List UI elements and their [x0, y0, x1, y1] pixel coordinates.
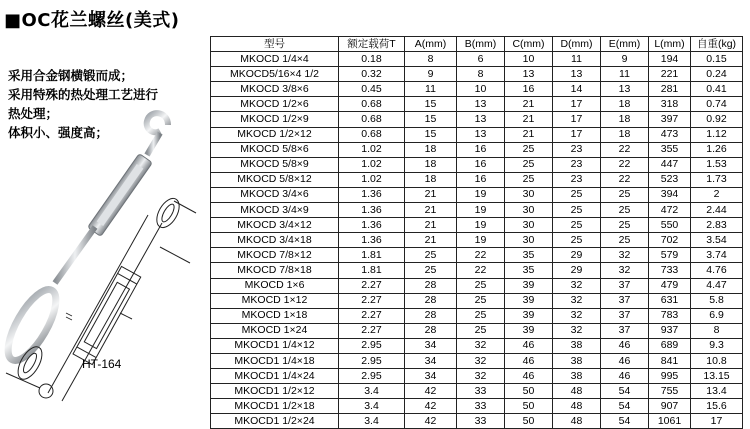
cell-b: 19: [457, 203, 505, 218]
cell-e: 25: [601, 187, 649, 202]
cell-d: 25: [553, 218, 601, 233]
cell-model: MKOCD 1/4×4: [211, 52, 339, 67]
cell-d: 32: [553, 293, 601, 308]
cell-d: 23: [553, 157, 601, 172]
cell-l: 355: [649, 142, 691, 157]
table-row: [211, 353, 743, 368]
cell-e: 11: [601, 67, 649, 82]
cell-d: 25: [553, 203, 601, 218]
cell-a: 8: [405, 52, 457, 67]
model-label: HT-164: [82, 357, 122, 371]
cell-d: 38: [553, 369, 601, 384]
cell-model: MKOCD 1×24: [211, 323, 339, 338]
cell-b: 6: [457, 52, 505, 67]
cell-l: 479: [649, 278, 691, 293]
cell-model: MKOCD 1×18: [211, 308, 339, 323]
table-row: [211, 369, 743, 384]
cell-b: 25: [457, 293, 505, 308]
cell-a: 15: [405, 97, 457, 112]
cell-b: 16: [457, 157, 505, 172]
cell-b: 13: [457, 112, 505, 127]
cell-weight: 0.92: [691, 112, 743, 127]
cell-e: 54: [601, 384, 649, 399]
cell-l: 194: [649, 52, 691, 67]
cell-d: 32: [553, 278, 601, 293]
cell-b: 32: [457, 353, 505, 368]
cell-c: 50: [505, 384, 553, 399]
cell-a: 42: [405, 399, 457, 414]
cell-b: 19: [457, 233, 505, 248]
table-row: [211, 308, 743, 323]
cell-weight: 1.26: [691, 142, 743, 157]
cell-e: 46: [601, 338, 649, 353]
cell-c: 13: [505, 67, 553, 82]
cell-c: 39: [505, 323, 553, 338]
cell-rated-load: 1.36: [339, 203, 405, 218]
cell-c: 46: [505, 369, 553, 384]
cell-d: 14: [553, 82, 601, 97]
header-d: D(mm): [553, 37, 601, 52]
cell-e: 37: [601, 278, 649, 293]
cell-b: 32: [457, 369, 505, 384]
cell-a: 9: [405, 67, 457, 82]
table-row: [211, 248, 743, 263]
cell-model: MKOCD 3/4×12: [211, 218, 339, 233]
cell-weight: 10.8: [691, 353, 743, 368]
cell-rated-load: 1.02: [339, 172, 405, 187]
table-row: [211, 263, 743, 278]
feature-item: 采用合金钢横锻而成；: [8, 68, 134, 83]
cell-e: 22: [601, 172, 649, 187]
cell-b: 25: [457, 278, 505, 293]
cell-b: 33: [457, 399, 505, 414]
cell-c: 46: [505, 353, 553, 368]
cell-rated-load: 3.4: [339, 399, 405, 414]
cell-c: 35: [505, 248, 553, 263]
cell-c: 25: [505, 142, 553, 157]
cell-e: 22: [601, 142, 649, 157]
cell-c: 30: [505, 218, 553, 233]
cell-l: 755: [649, 384, 691, 399]
cell-rated-load: 0.68: [339, 112, 405, 127]
cell-l: 447: [649, 157, 691, 172]
cell-weight: 3.74: [691, 248, 743, 263]
cell-c: 35: [505, 263, 553, 278]
cell-d: 48: [553, 384, 601, 399]
cell-model: MKOCD1 1/2×12: [211, 384, 339, 399]
cell-d: 23: [553, 172, 601, 187]
cell-e: 25: [601, 233, 649, 248]
table-row: [211, 97, 743, 112]
table-row: [211, 157, 743, 172]
cell-rated-load: 2.27: [339, 278, 405, 293]
cell-model: MKOCD 1×6: [211, 278, 339, 293]
cell-l: 550: [649, 218, 691, 233]
table-row: [211, 414, 743, 429]
cell-c: 21: [505, 127, 553, 142]
cell-l: 702: [649, 233, 691, 248]
cell-rated-load: 1.02: [339, 142, 405, 157]
cell-rated-load: 3.4: [339, 384, 405, 399]
table-row: [211, 187, 743, 202]
cell-c: 46: [505, 338, 553, 353]
cell-e: 46: [601, 369, 649, 384]
cell-l: 631: [649, 293, 691, 308]
cell-weight: 13.15: [691, 369, 743, 384]
header-model: 型号: [211, 37, 339, 52]
cell-e: 37: [601, 308, 649, 323]
cell-a: 42: [405, 414, 457, 429]
cell-b: 16: [457, 172, 505, 187]
table-row: [211, 203, 743, 218]
cell-rated-load: 3.4: [339, 414, 405, 429]
cell-b: 10: [457, 82, 505, 97]
cell-model: MKOCD 3/4×6: [211, 187, 339, 202]
cell-model: MKOCD 5/8×9: [211, 157, 339, 172]
cell-a: 18: [405, 142, 457, 157]
cell-e: 18: [601, 112, 649, 127]
cell-b: 19: [457, 187, 505, 202]
table-row: [211, 127, 743, 142]
cell-d: 23: [553, 142, 601, 157]
table-header-row: [211, 37, 743, 52]
cell-weight: 2: [691, 187, 743, 202]
cell-d: 32: [553, 308, 601, 323]
cell-e: 37: [601, 323, 649, 338]
cell-d: 25: [553, 187, 601, 202]
cell-c: 39: [505, 278, 553, 293]
cell-a: 15: [405, 127, 457, 142]
cell-a: 42: [405, 384, 457, 399]
cell-rated-load: 1.81: [339, 263, 405, 278]
cell-weight: 0.41: [691, 82, 743, 97]
cell-d: 38: [553, 338, 601, 353]
cell-b: 13: [457, 97, 505, 112]
cell-weight: 15.6: [691, 399, 743, 414]
cell-d: 17: [553, 127, 601, 142]
cell-b: 8: [457, 67, 505, 82]
table-row: [211, 142, 743, 157]
table-row: [211, 399, 743, 414]
cell-e: 25: [601, 218, 649, 233]
cell-c: 10: [505, 52, 553, 67]
cell-l: 579: [649, 248, 691, 263]
table-row: [211, 293, 743, 308]
cell-model: MKOCD 3/8×6: [211, 82, 339, 97]
cell-model: MKOCD 1×12: [211, 293, 339, 308]
cell-weight: 5.8: [691, 293, 743, 308]
cell-c: 25: [505, 172, 553, 187]
cell-l: 783: [649, 308, 691, 323]
cell-e: 46: [601, 353, 649, 368]
header-c: C(mm): [505, 37, 553, 52]
header-b: B(mm): [457, 37, 505, 52]
cell-weight: 0.24: [691, 67, 743, 82]
cell-a: 21: [405, 233, 457, 248]
cell-l: 1061: [649, 414, 691, 429]
cell-c: 21: [505, 97, 553, 112]
cell-a: 28: [405, 308, 457, 323]
header-a: A(mm): [405, 37, 457, 52]
table-body: [211, 52, 743, 429]
cell-l: 841: [649, 353, 691, 368]
cell-d: 17: [553, 112, 601, 127]
cell-rated-load: 0.68: [339, 127, 405, 142]
table-row: [211, 112, 743, 127]
cell-b: 25: [457, 308, 505, 323]
cell-d: 17: [553, 97, 601, 112]
cell-a: 34: [405, 369, 457, 384]
cell-b: 19: [457, 218, 505, 233]
cell-weight: 3.54: [691, 233, 743, 248]
cell-rated-load: 2.95: [339, 369, 405, 384]
cell-e: 13: [601, 82, 649, 97]
cell-b: 32: [457, 338, 505, 353]
cell-e: 54: [601, 414, 649, 429]
cell-e: 32: [601, 263, 649, 278]
cell-weight: 13.4: [691, 384, 743, 399]
cell-d: 29: [553, 248, 601, 263]
turnbuckle-illustration: [0, 105, 210, 421]
cell-rated-load: 2.27: [339, 293, 405, 308]
cell-weight: 6.9: [691, 308, 743, 323]
cell-l: 221: [649, 67, 691, 82]
cell-model: MKOCD 5/8×6: [211, 142, 339, 157]
table-row: [211, 338, 743, 353]
cell-model: MKOCD 3/4×18: [211, 233, 339, 248]
cell-a: 21: [405, 187, 457, 202]
cell-a: 15: [405, 112, 457, 127]
cell-a: 34: [405, 353, 457, 368]
table-row: [211, 323, 743, 338]
cell-a: 28: [405, 323, 457, 338]
cell-l: 397: [649, 112, 691, 127]
cell-d: 32: [553, 323, 601, 338]
cell-rated-load: 1.36: [339, 218, 405, 233]
cell-weight: 1.12: [691, 127, 743, 142]
cell-b: 33: [457, 414, 505, 429]
cell-b: 33: [457, 384, 505, 399]
cell-rated-load: 0.45: [339, 82, 405, 97]
cell-rated-load: 0.68: [339, 97, 405, 112]
cell-e: 25: [601, 203, 649, 218]
cell-b: 22: [457, 248, 505, 263]
cell-model: MKOCD 1/2×12: [211, 127, 339, 142]
cell-b: 13: [457, 127, 505, 142]
cell-weight: 0.74: [691, 97, 743, 112]
cell-rated-load: 1.81: [339, 248, 405, 263]
cell-c: 25: [505, 157, 553, 172]
cell-e: 18: [601, 97, 649, 112]
table-row: [211, 67, 743, 82]
cell-d: 29: [553, 263, 601, 278]
cell-rated-load: 2.27: [339, 323, 405, 338]
cell-a: 11: [405, 82, 457, 97]
feature-item: 体积小、强度高；: [8, 125, 109, 140]
table-row: [211, 82, 743, 97]
cell-rated-load: 2.95: [339, 353, 405, 368]
cell-l: 995: [649, 369, 691, 384]
cell-weight: 1.53: [691, 157, 743, 172]
cell-model: MKOCD5/16×4 1/2: [211, 67, 339, 82]
cell-model: MKOCD1 1/2×18: [211, 399, 339, 414]
cell-d: 25: [553, 233, 601, 248]
cell-rated-load: 0.18: [339, 52, 405, 67]
cell-e: 18: [601, 127, 649, 142]
cell-l: 472: [649, 203, 691, 218]
cell-l: 907: [649, 399, 691, 414]
cell-d: 11: [553, 52, 601, 67]
cell-weight: 17: [691, 414, 743, 429]
cell-e: 22: [601, 157, 649, 172]
cell-e: 37: [601, 293, 649, 308]
cell-l: 523: [649, 172, 691, 187]
header-rated-load: 额定载荷T: [339, 37, 405, 52]
cell-rated-load: 1.36: [339, 233, 405, 248]
table-row: [211, 384, 743, 399]
cell-rated-load: 1.02: [339, 157, 405, 172]
header-l: L(mm): [649, 37, 691, 52]
cell-weight: 2.83: [691, 218, 743, 233]
cell-rated-load: 0.32: [339, 67, 405, 82]
cell-model: MKOCD1 1/2×24: [211, 414, 339, 429]
table-row: [211, 218, 743, 233]
cell-model: MKOCD 5/8×12: [211, 172, 339, 187]
cell-a: 21: [405, 203, 457, 218]
cell-a: 21: [405, 218, 457, 233]
header-e: E(mm): [601, 37, 649, 52]
cell-c: 50: [505, 414, 553, 429]
cell-l: 733: [649, 263, 691, 278]
cell-model: MKOCD1 1/4×12: [211, 338, 339, 353]
cell-model: MKOCD 7/8×12: [211, 248, 339, 263]
cell-weight: 4.76: [691, 263, 743, 278]
cell-a: 28: [405, 278, 457, 293]
cell-weight: 2.44: [691, 203, 743, 218]
feature-item: 热处理；: [8, 106, 59, 121]
cell-model: MKOCD 3/4×9: [211, 203, 339, 218]
cell-e: 9: [601, 52, 649, 67]
cell-a: 25: [405, 263, 457, 278]
cell-model: MKOCD 7/8×18: [211, 263, 339, 278]
table-row: [211, 172, 743, 187]
cell-weight: 9.3: [691, 338, 743, 353]
cell-rated-load: 1.36: [339, 187, 405, 202]
cell-l: 318: [649, 97, 691, 112]
cell-rated-load: 2.95: [339, 338, 405, 353]
cell-l: 281: [649, 82, 691, 97]
cell-d: 38: [553, 353, 601, 368]
cell-b: 16: [457, 142, 505, 157]
cell-l: 937: [649, 323, 691, 338]
cell-c: 16: [505, 82, 553, 97]
cell-model: MKOCD 1/2×9: [211, 112, 339, 127]
cell-l: 473: [649, 127, 691, 142]
cell-model: MKOCD1 1/4×24: [211, 369, 339, 384]
feature-item: 采用特殊的热处理工艺进行: [8, 87, 159, 102]
cell-model: MKOCD 1/2×6: [211, 97, 339, 112]
cell-l: 394: [649, 187, 691, 202]
cell-b: 25: [457, 323, 505, 338]
cell-a: 18: [405, 157, 457, 172]
cell-a: 34: [405, 338, 457, 353]
cell-d: 13: [553, 67, 601, 82]
cell-rated-load: 2.27: [339, 308, 405, 323]
cell-model: MKOCD1 1/4×18: [211, 353, 339, 368]
cell-weight: 0.15: [691, 52, 743, 67]
cell-d: 48: [553, 414, 601, 429]
header-weight: 自重(kg): [691, 37, 743, 52]
spec-table: [210, 36, 743, 429]
cell-c: 30: [505, 187, 553, 202]
cell-e: 32: [601, 248, 649, 263]
cell-weight: 1.73: [691, 172, 743, 187]
cell-l: 689: [649, 338, 691, 353]
cell-weight: 4.47: [691, 278, 743, 293]
cell-d: 48: [553, 399, 601, 414]
page-title: ■OC花兰螺丝(美式): [4, 10, 180, 31]
cell-a: 28: [405, 293, 457, 308]
cell-c: 50: [505, 399, 553, 414]
cell-c: 39: [505, 308, 553, 323]
cell-c: 39: [505, 293, 553, 308]
table-row: [211, 52, 743, 67]
table-row: [211, 233, 743, 248]
cell-b: 22: [457, 263, 505, 278]
cell-c: 30: [505, 203, 553, 218]
cell-weight: 8: [691, 323, 743, 338]
cell-c: 21: [505, 112, 553, 127]
cell-a: 25: [405, 248, 457, 263]
cell-e: 54: [601, 399, 649, 414]
cell-a: 18: [405, 172, 457, 187]
cell-c: 30: [505, 233, 553, 248]
table-row: [211, 278, 743, 293]
